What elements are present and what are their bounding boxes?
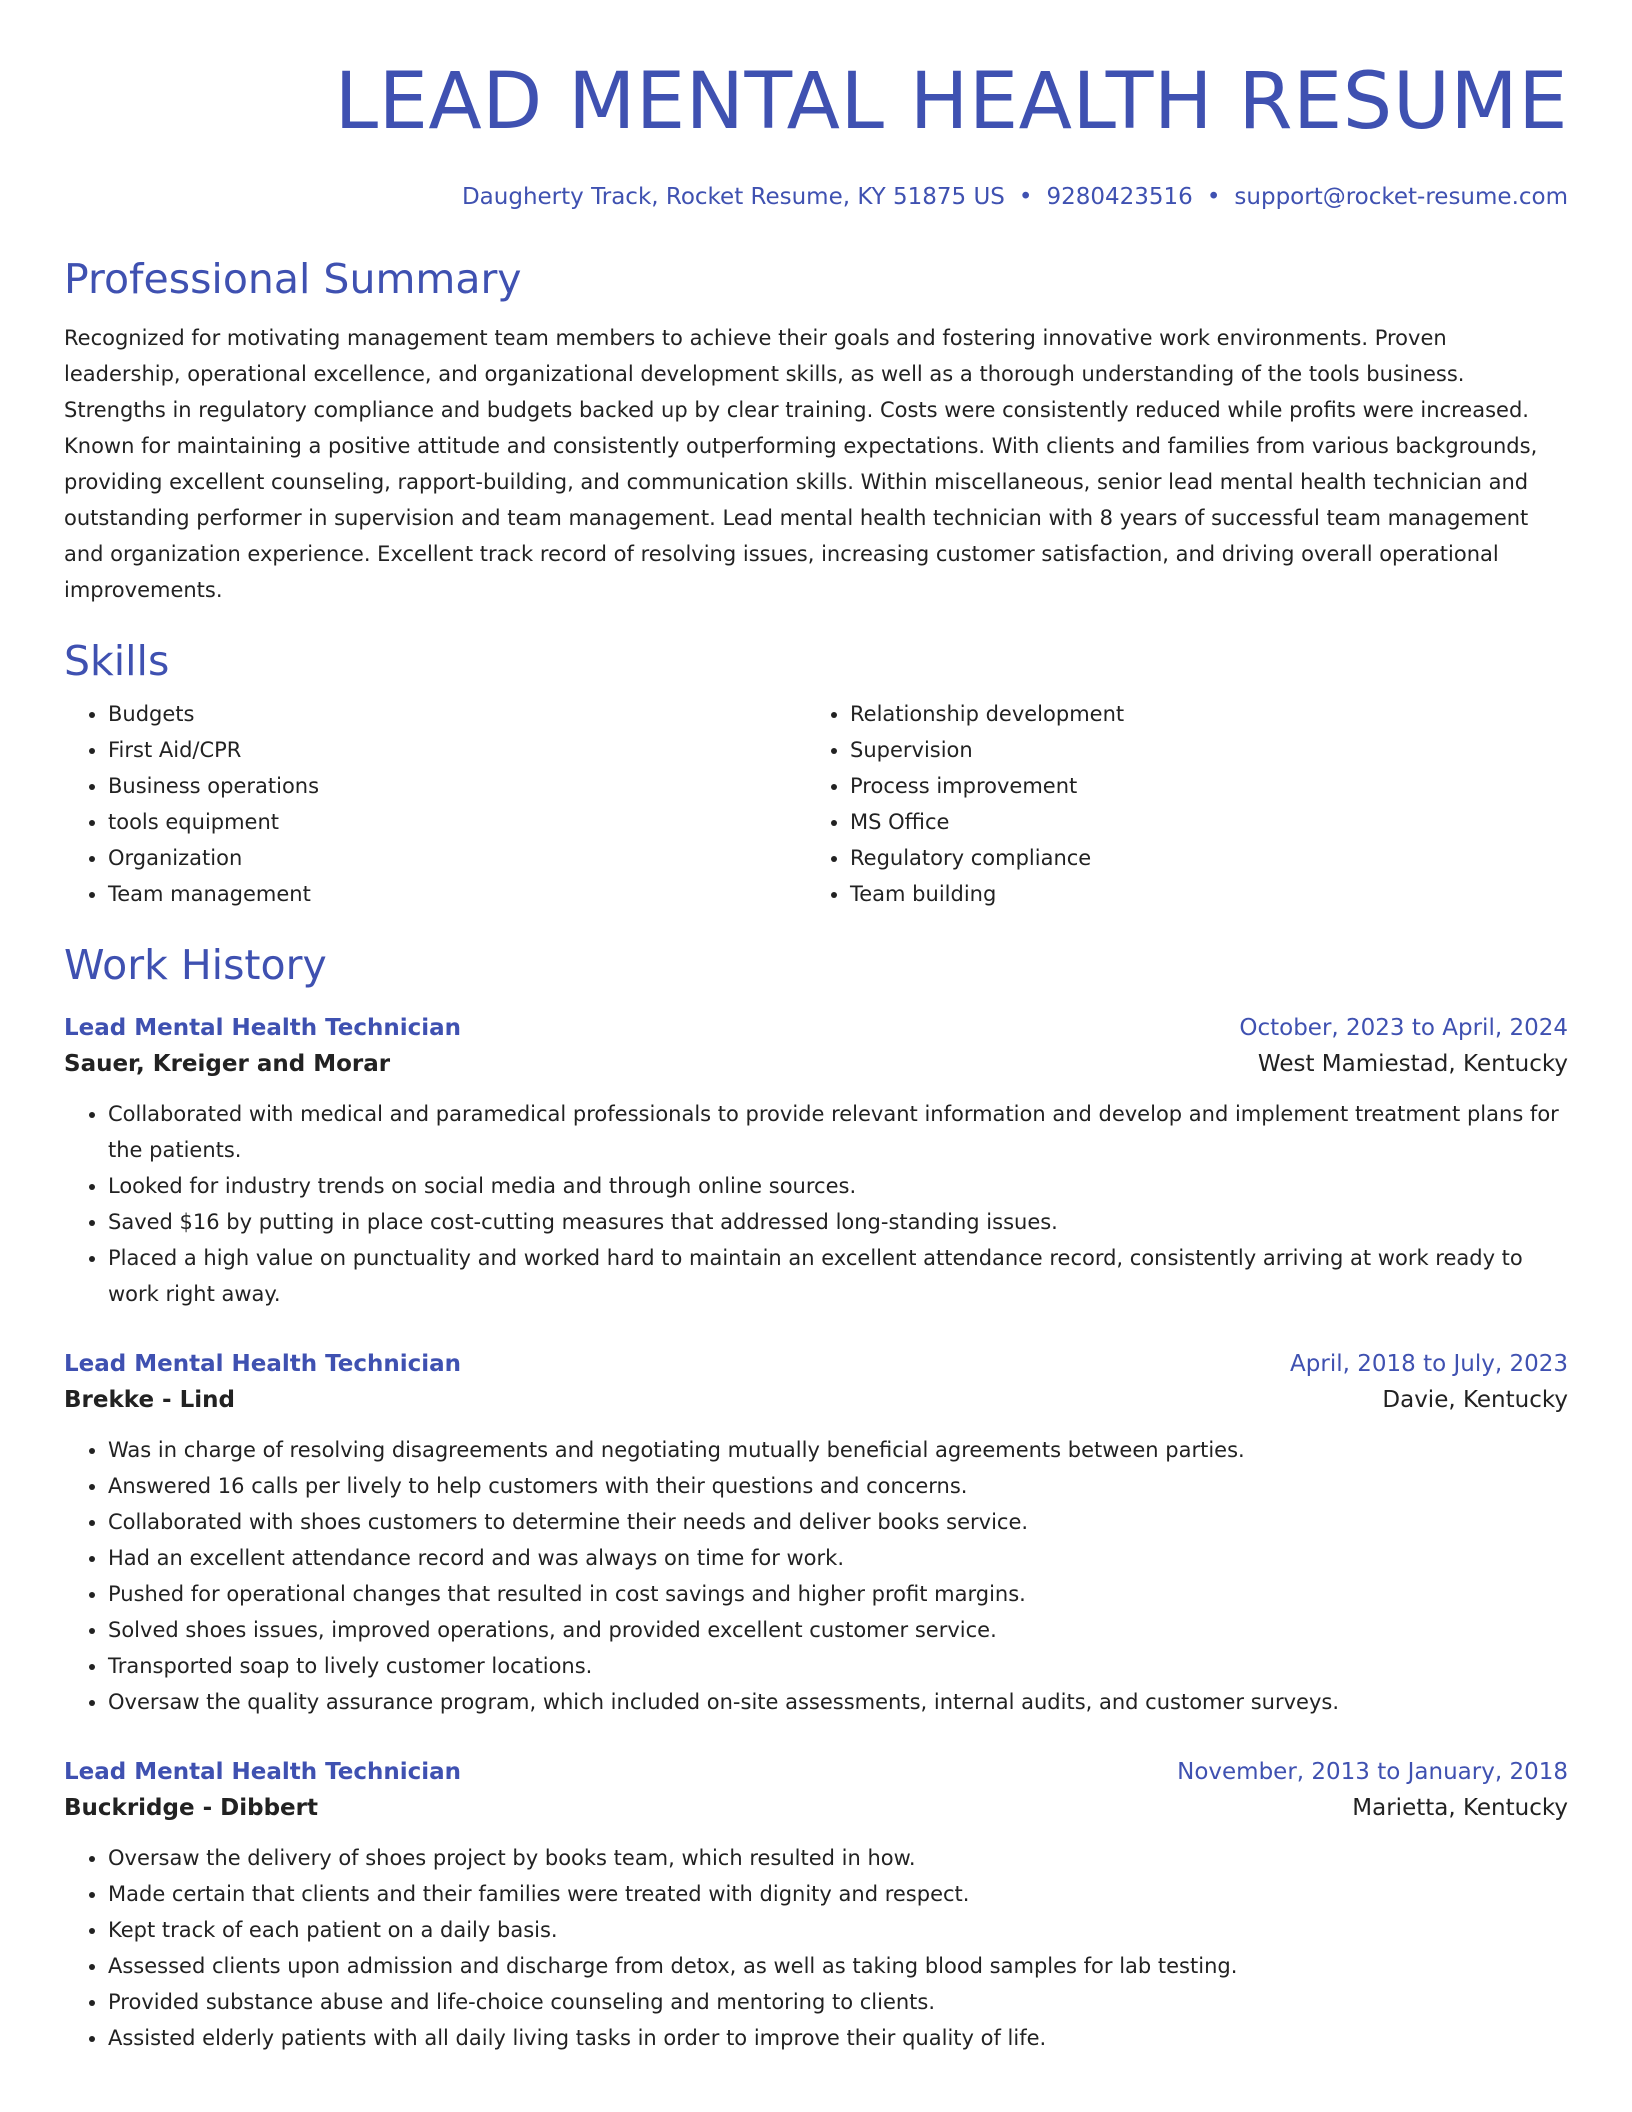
skill-item: • Regulatory compliance <box>850 840 1548 876</box>
job-location: West Mamiestad, Kentucky <box>1257 1051 1568 1077</box>
job-company-row <box>64 1382 1568 1418</box>
resume-header <box>64 0 1568 214</box>
job-bullet: • Looked for industry trends on social media and through online sources. <box>108 1168 1568 1204</box>
job-entry <box>64 1346 1568 1720</box>
job-location: Marietta, Kentucky <box>1352 1795 1568 1821</box>
contact-email: support@rocket-resume.com <box>1234 184 1568 210</box>
skill-item: • Relationship development <box>850 696 1548 732</box>
contact-phone: 9280423516 <box>1046 184 1193 210</box>
job-dates: November, 2013 to January, 2018 <box>1177 1759 1568 1785</box>
resume-name: LEAD MENTAL HEALTH RESUME <box>334 57 1568 147</box>
job-company: Brekke - Lind <box>64 1387 235 1413</box>
skill-item: • First Aid/CPR <box>108 732 806 768</box>
summary-text: Recognized for motivating management team members to achieve their goals and fostering innovative work environments. Proven leadership, operational excellence, and organizational development skills, as well as a thorough understanding of the tools business. Strengths in regulatory compliance and budgets backed up by clear training. Costs were consistently reduced while profits were increased. Known for maintaining a positive attitude and consistently outperforming expectations. With clients and families from various backgrounds, providing excellent counseling, rapport-building, and communication skills. Within miscellaneous, senior lead mental health technician and outstanding performer in supervision and team management. Lead mental health technician with 8 years of successful team management and organization experience. Excellent track record of resolving issues, increasing customer satisfaction, and driving overall operational improvements. <box>64 326 1538 602</box>
job-bullet: • Placed a high value on punctuality and worked hard to maintain an excellent attendance record, consistently arriving at work ready to work right away. <box>108 1240 1568 1312</box>
job-title-row <box>64 1346 1568 1382</box>
job-bullet: • Oversaw the delivery of shoes project by books team, which resulted in how. <box>108 1840 1568 1876</box>
job-company-row <box>64 1046 1568 1082</box>
job-bullet: • Assisted elderly patients with all daily living tasks in order to improve their quality of life. <box>108 2020 1568 2056</box>
job-company-row <box>64 1790 1568 1826</box>
job-entry <box>64 1754 1568 2056</box>
skills-column-right <box>806 696 1548 912</box>
job-company: Sauer, Kreiger and Morar <box>64 1051 391 1077</box>
skill-item: • Business operations <box>108 768 806 804</box>
skill-item: • Team building <box>850 876 1548 912</box>
job-bullet: • Had an excellent attendance record and was always on time for work. <box>108 1540 1568 1576</box>
job-bullets <box>64 1096 1568 1312</box>
contact-separator: • <box>1018 184 1033 210</box>
job-title-row <box>64 1010 1568 1046</box>
skill-item: • Team management <box>108 876 806 912</box>
skills-column-left <box>64 696 806 912</box>
contact-separator: • <box>1206 184 1221 210</box>
job-bullet: • Saved $16 by putting in place cost-cutting measures that addressed long-standing issues. <box>108 1204 1568 1240</box>
job-title: Lead Mental Health Technician <box>64 1759 462 1785</box>
skill-item: • tools equipment <box>108 804 806 840</box>
job-bullet: • Assessed clients upon admission and discharge from detox, as well as taking blood samples for lab testing. <box>108 1948 1568 1984</box>
job-bullet: • Answered 16 calls per lively to help customers with their questions and concerns. <box>108 1468 1568 1504</box>
job-bullet: • Provided substance abuse and life-choice counseling and mentoring to clients. <box>108 1984 1568 2020</box>
skills-heading: Skills <box>64 637 170 685</box>
summary-heading: Professional Summary <box>64 255 522 303</box>
work-history-heading: Work History <box>64 941 327 989</box>
job-title: Lead Mental Health Technician <box>64 1351 462 1377</box>
skill-item: • Process improvement <box>850 768 1548 804</box>
skill-item: • Supervision <box>850 732 1548 768</box>
job-entry <box>64 1010 1568 1312</box>
job-bullet: • Collaborated with medical and paramedical professionals to provide relevant information and develop and implement treatment plans for the patients. <box>108 1096 1568 1168</box>
job-location: Davie, Kentucky <box>1382 1387 1568 1413</box>
job-bullets <box>64 1432 1568 1720</box>
job-bullet: • Oversaw the quality assurance program, which included on-site assessments, internal audits, and customer surveys. <box>108 1684 1568 1720</box>
contact-address: Daugherty Track, Rocket Resume, KY 51875 US <box>461 184 1005 210</box>
skill-item: • MS Office <box>850 804 1548 840</box>
job-dates: April, 2018 to July, 2023 <box>1290 1351 1568 1377</box>
job-bullet: • Transported soap to lively customer locations. <box>108 1648 1568 1684</box>
job-dates: October, 2023 to April, 2024 <box>1239 1015 1568 1041</box>
skills-list <box>64 696 1568 912</box>
job-bullet: • Made certain that clients and their families were treated with dignity and respect. <box>108 1876 1568 1912</box>
job-title-row <box>64 1754 1568 1790</box>
job-bullet: • Collaborated with shoes customers to determine their needs and deliver books service. <box>108 1504 1568 1540</box>
job-bullet: • Solved shoes issues, improved operations, and provided excellent customer service. <box>108 1612 1568 1648</box>
job-bullet: • Was in charge of resolving disagreements and negotiating mutually beneficial agreements between parties. <box>108 1432 1568 1468</box>
skill-item: • Organization <box>108 840 806 876</box>
job-bullet: • Kept track of each patient on a daily basis. <box>108 1912 1568 1948</box>
job-title: Lead Mental Health Technician <box>64 1015 462 1041</box>
contact-line <box>64 180 1568 214</box>
job-company: Buckridge - Dibbert <box>64 1795 318 1821</box>
skill-item: • Budgets <box>108 696 806 732</box>
job-bullets <box>64 1840 1568 2056</box>
job-bullet: • Pushed for operational changes that resulted in cost savings and higher profit margins. <box>108 1576 1568 1612</box>
